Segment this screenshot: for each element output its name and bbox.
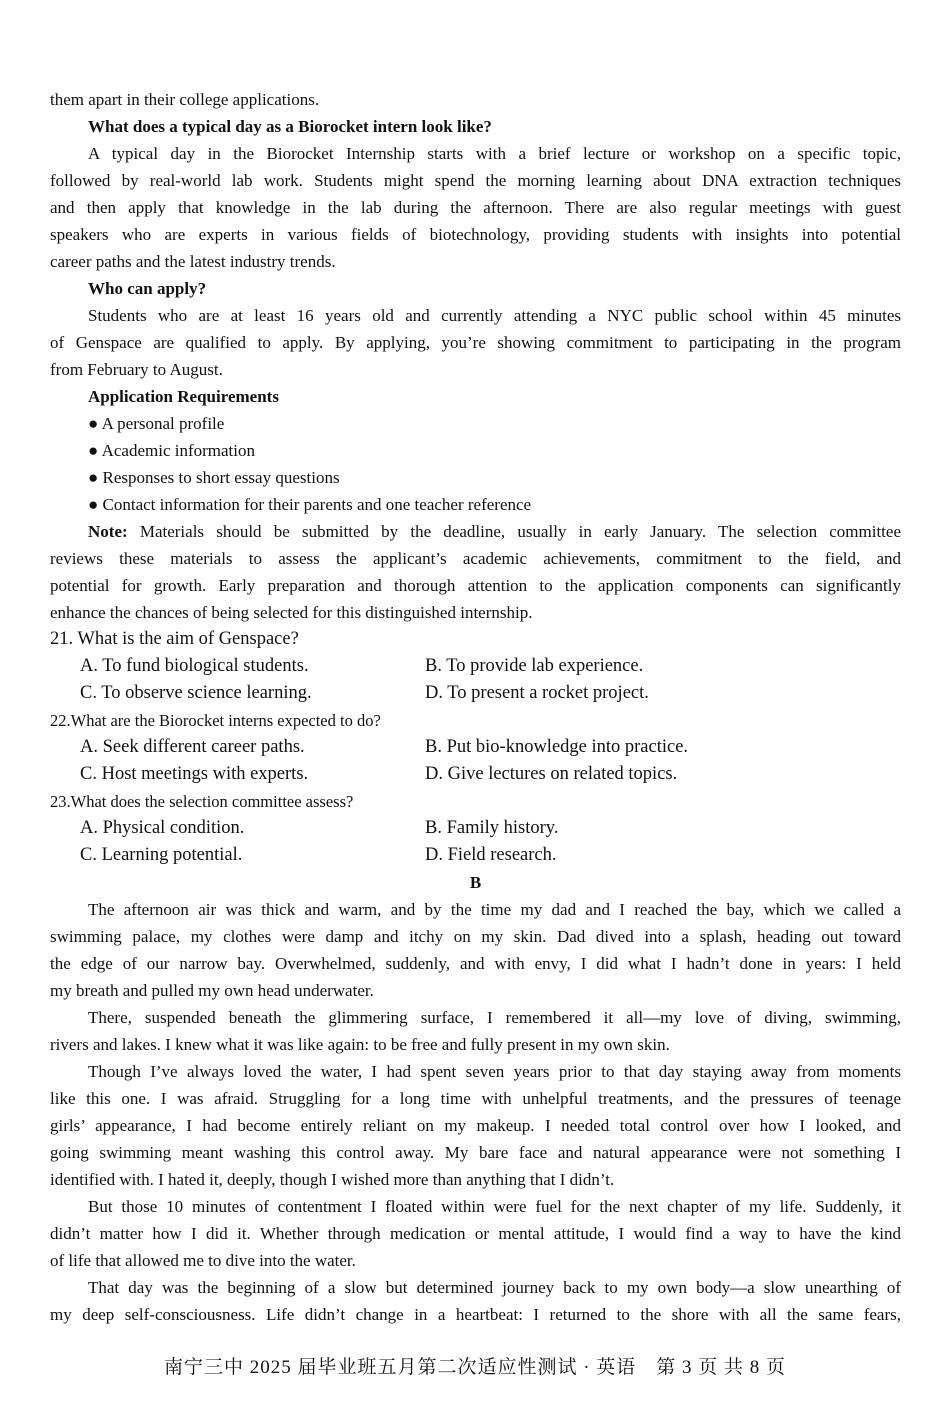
option-row	[50, 815, 901, 842]
question-stem: 22.What are the Biorocket interns expected to do?	[50, 711, 381, 730]
passage-line: girls’ appearance, I had become entirely reliant on my makeup. I needed total control over how I looked, and	[50, 1116, 901, 1135]
option-d: D. Field research.	[425, 845, 557, 865]
option-b: B. Put bio-knowledge into practice.	[425, 737, 689, 757]
requirement-item: ● Responses to short essay questions	[88, 468, 340, 487]
option-b: B. Family history.	[425, 818, 559, 838]
option-row	[50, 734, 901, 761]
passage-line: enhance the chances of being selected for this distinguished internship.	[50, 603, 533, 622]
passage-line: potential for growth. Early preparation and thorough attention to the application components can significantly	[50, 576, 901, 595]
passage-line: The afternoon air was thick and warm, and by the time my dad and I reached the bay, which we called a	[88, 900, 901, 919]
option-d: D. To present a rocket project.	[425, 683, 649, 703]
section-heading: Who can apply?	[88, 279, 207, 298]
option-row	[50, 842, 901, 869]
exam-page	[50, 86, 901, 1328]
passage-line: That day was the beginning of a slow but determined journey back to my own body—a slow unearthing of	[88, 1278, 901, 1297]
passage-line: didn’t matter how I did it. Whether through medication or mental attitude, I would find a way to have the kind	[50, 1224, 901, 1243]
passage-line: Though I’ve always loved the water, I had spent seven years prior to that day staying away from moments	[88, 1062, 901, 1081]
passage-line: like this one. I was afraid. Struggling for a long time with unhelpful treatments, and the pressures of teenage	[50, 1089, 901, 1108]
option-a: A. Physical condition.	[80, 818, 245, 838]
passage-line: swimming palace, my clothes were damp and itchy on my skin. Dad dived into a splash, heading out toward	[50, 927, 901, 946]
section-letter: B	[469, 873, 482, 892]
passage-line: Students who are at least 16 years old and currently attending a NYC public school within 45 minutes	[88, 306, 901, 325]
note-text: Materials should be submitted by the deadline, usually in early January. The selection committee	[127, 522, 901, 541]
option-a: A. To fund biological students.	[80, 656, 309, 676]
page-footer: 南宁三中 2025 届毕业班五月第二次适应性测试 · 英语 第 3 页 共 8 页	[163, 1357, 787, 1378]
passage-line: speakers who are experts in various fields of biotechnology, providing students with insights into potential	[50, 225, 901, 244]
option-row	[50, 653, 901, 680]
passage-line: career paths and the latest industry trends.	[50, 252, 336, 271]
option-c: C. To observe science learning.	[80, 683, 312, 703]
passage-line: and then apply that knowledge in the lab during the afternoon. There are also regular meetings with guest	[50, 198, 901, 217]
passage-line: from February to August.	[50, 360, 223, 379]
option-d: D. Give lectures on related topics.	[425, 764, 678, 784]
question-stem: 23.What does the selection committee assess?	[50, 792, 354, 811]
option-c: C. Learning potential.	[80, 845, 243, 865]
passage-line: But those 10 minutes of contentment I floated within were fuel for the next chapter of my life. Suddenly, it	[88, 1197, 901, 1216]
passage-line: of life that allowed me to dive into the water.	[50, 1251, 356, 1270]
passage-line: my deep self-consciousness. Life didn’t change in a heartbeat: I returned to the shore with all the same fears,	[50, 1305, 901, 1324]
option-b: B. To provide lab experience.	[425, 656, 644, 676]
option-a: A. Seek different career paths.	[80, 737, 305, 757]
section-heading: What does a typical day as a Biorocket intern look like?	[88, 117, 492, 136]
passage-line: the edge of our narrow bay. Overwhelmed, suddenly, and with envy, I did what I hadn’t done in years: I held	[50, 954, 901, 973]
passage-line: A typical day in the Biorocket Internship starts with a brief lecture or workshop on a specific topic,	[88, 144, 901, 163]
requirement-item: ● Contact information for their parents and one teacher reference	[88, 495, 532, 514]
passage-line: There, suspended beneath the glimmering surface, I remembered it all—my love of diving, swimming,	[88, 1008, 901, 1027]
passage-line: reviews these materials to assess the applicant’s academic achievements, commitment to the field, and	[50, 549, 901, 568]
passage-line: rivers and lakes. I knew what it was like again: to be free and fully present in my own skin.	[50, 1035, 670, 1054]
option-row	[50, 761, 901, 788]
question-stem: 21. What is the aim of Genspace?	[50, 629, 299, 649]
passage-line: followed by real-world lab work. Students might spend the morning learning about DNA extraction techniques	[50, 171, 901, 190]
section-heading: Application Requirements	[88, 387, 279, 406]
requirement-item: ● Academic information	[88, 441, 255, 460]
passage-line: my breath and pulled my own head underwater.	[50, 981, 374, 1000]
passage-line: going swimming meant washing this control away. My bare face and natural appearance were not something I	[50, 1143, 901, 1162]
passage-line: of Genspace are qualified to apply. By applying, you’re showing commitment to participating in the program	[50, 333, 901, 352]
option-row	[50, 680, 901, 707]
requirement-item: ● A personal profile	[88, 414, 225, 433]
note-line	[50, 518, 901, 545]
passage-line: identified with. I hated it, deeply, though I wished more than anything that I didn’t.	[50, 1170, 615, 1189]
option-c: C. Host meetings with experts.	[80, 764, 309, 784]
passage-line: them apart in their college applications.	[50, 90, 320, 109]
note-label: Note:	[88, 522, 128, 541]
